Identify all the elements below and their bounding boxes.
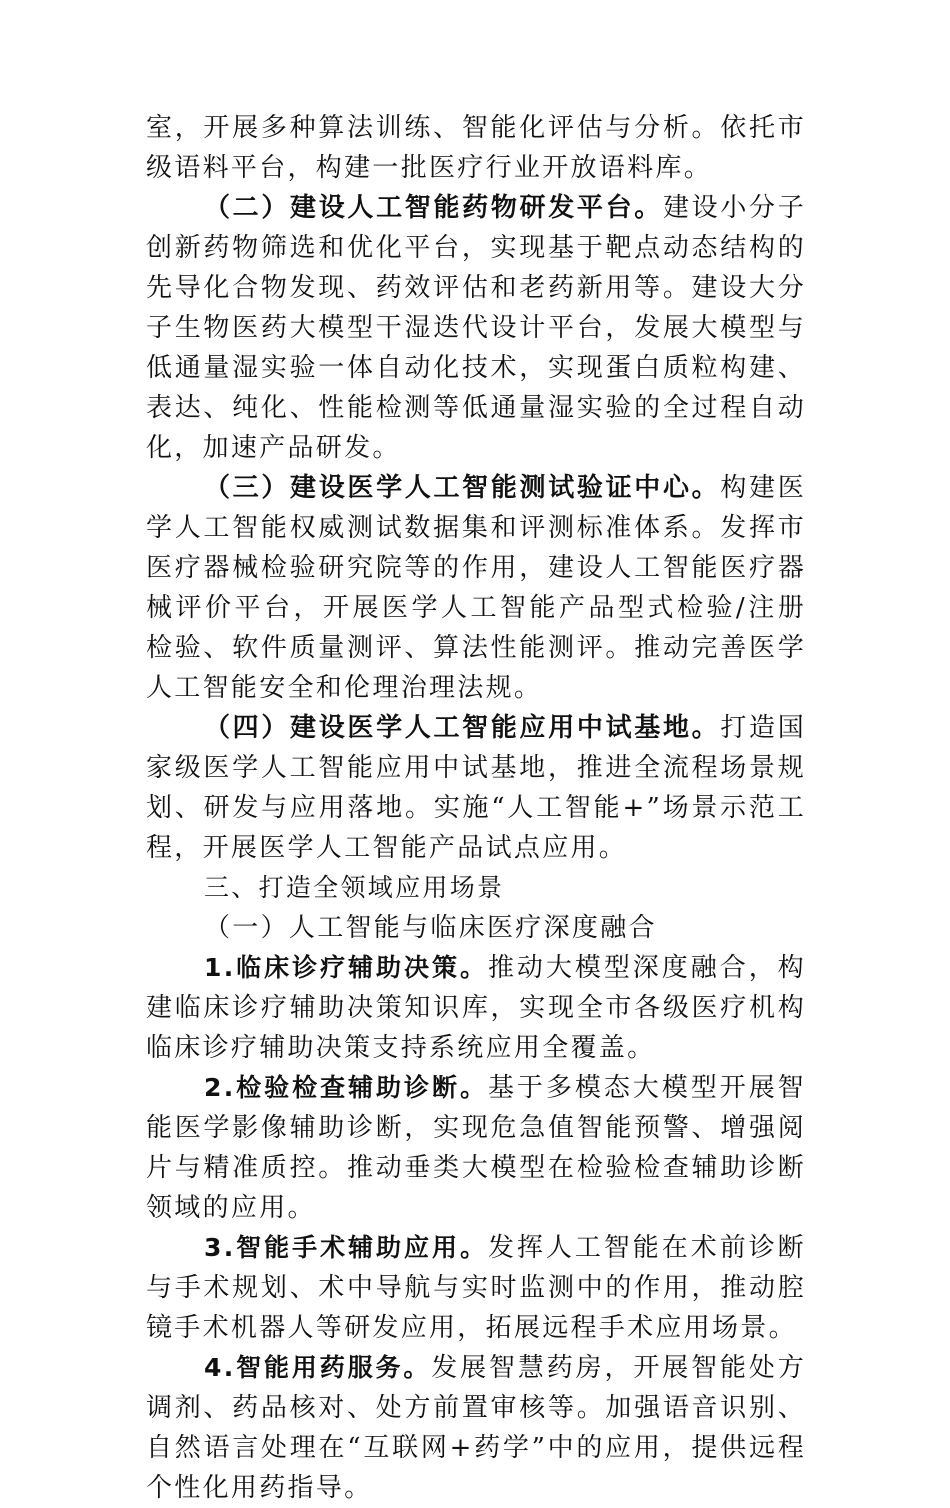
item-clinical-decision (146, 948, 806, 1068)
paragraph-drug-platform (146, 188, 806, 468)
document-body (146, 108, 806, 1508)
item-lead: 4.智能用药服务。 (204, 1353, 432, 1382)
item-lead: 3.智能手术辅助应用。 (204, 1233, 488, 1262)
paragraph-lead: （三）建设医学人工智能测试验证中心。 (204, 473, 721, 503)
subsection-heading: （一）人工智能与临床医疗深度融合 (204, 913, 657, 943)
item-text: 发展智慧药房，开展智能处方调剂、药品核对、处方前置审核等。加强语音识别、自然语言处理在“互联网+药学”中的应用，提供远程个性化用药指导。 (146, 1353, 807, 1503)
paragraph-lead: （四）建设医学人工智能应用中试基地。 (204, 713, 721, 743)
item-text: 发挥人工智能在术前诊断与手术规划、术中导航与实时监测中的作用，推动腔镜手术机器人等研发应用，拓展远程手术应用场景。 (146, 1233, 806, 1343)
paragraph-text: 打造国家级医学人工智能应用中试基地，推进全流程场景规划、研发与应用落地。实施“人工智能+”场景示范工程，开展医学人工智能产品试点应用。 (146, 713, 806, 863)
section-heading: 三、打造全领域应用场景 (204, 873, 505, 902)
item-medication (146, 1348, 806, 1508)
item-diagnosis (146, 1068, 806, 1228)
paragraph-testing-center (146, 468, 806, 708)
paragraph-pilot-base (146, 708, 806, 868)
paragraph-text: 构建医学人工智能权威测试数据集和评测标准体系。发挥市医疗器械检验研究院等的作用，建设人工智能医疗器械评价平台，开展医学人工智能产品型式检验/注册检验、软件质量测评、算法性能测评。推动完善医学人工智能安全和伦理治理法规。 (146, 473, 806, 703)
paragraph-text: 室，开展多种算法训练、智能化评估与分析。依托市级语料平台，构建一批医疗行业开放语料库。 (146, 113, 806, 183)
item-lead: 2.检验检查辅助诊断。 (204, 1073, 488, 1102)
item-text: 基于多模态大模型开展智能医学影像辅助诊断，实现危急值智能预警、增强阅片与精准质控。推动垂类大模型在检验检查辅助诊断领域的应用。 (146, 1073, 806, 1223)
item-lead: 1.临床诊疗辅助决策。 (204, 953, 488, 982)
item-text: 推动大模型深度融合，构建临床诊疗辅助决策知识库，实现全市各级医疗机构临床诊疗辅助决策支持系统应用全覆盖。 (146, 953, 806, 1063)
paragraph-text: 建设小分子创新药物筛选和优化平台，实现基于靶点动态结构的先导化合物发现、药效评估和老药新用等。建设大分子生物医药大模型干湿迭代设计平台，发展大模型与低通量湿实验一体自动化技术，实现蛋白质粒构建、表达、纯化、性能检测等低通量湿实验的全过程自动化，加速产品研发。 (146, 193, 806, 463)
paragraph-continuation (146, 108, 806, 188)
paragraph-lead: （二）建设人工智能药物研发平台。 (204, 193, 663, 223)
item-surgery (146, 1228, 806, 1348)
